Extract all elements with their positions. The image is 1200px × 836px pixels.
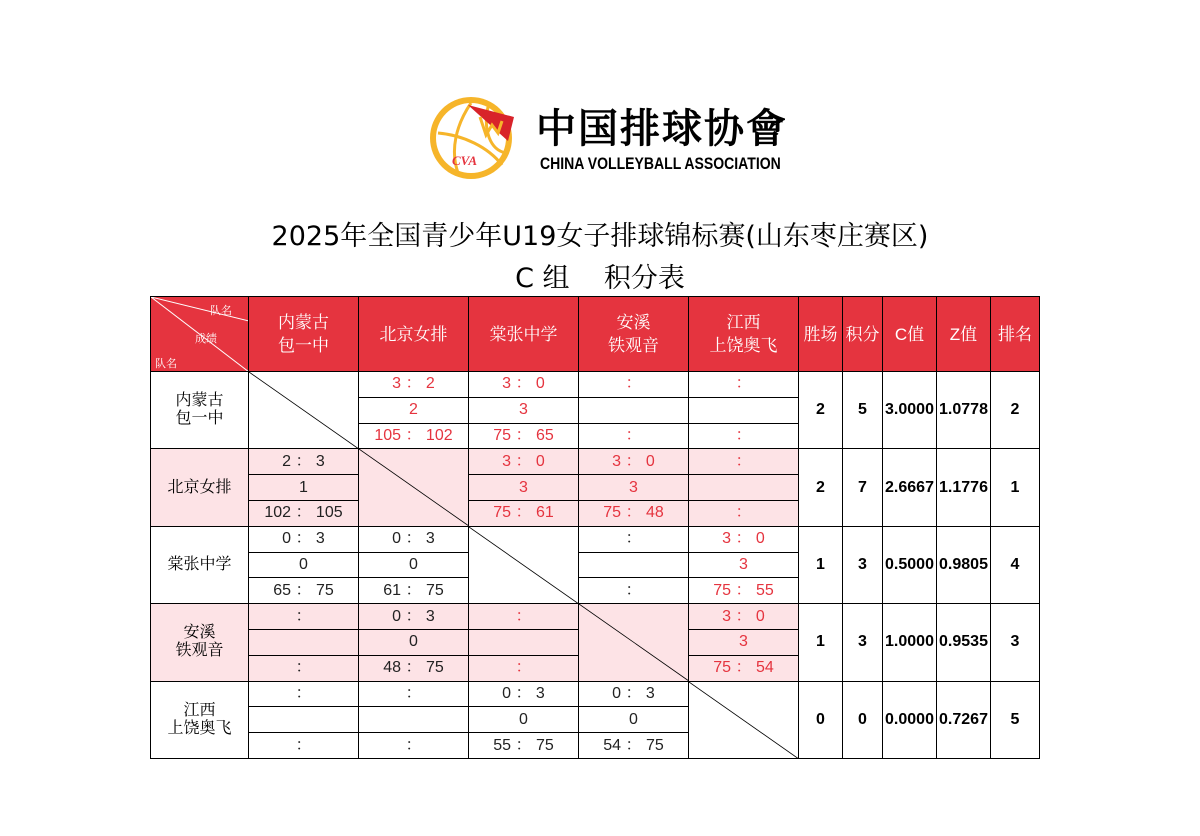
cva-logo	[428, 95, 788, 185]
diagonal-line	[689, 682, 798, 758]
match-points: 1	[249, 475, 359, 501]
header-team-2: 北京女排	[359, 297, 469, 372]
match-points: 3	[469, 475, 579, 501]
row-z-value: 0.7267	[937, 681, 991, 758]
match-points	[579, 397, 689, 423]
row-points: 5	[843, 372, 883, 449]
match-sets: 0 ： 3	[359, 604, 469, 630]
row-wins: 1	[799, 526, 843, 603]
match-points: 3	[689, 629, 799, 655]
match-points	[579, 552, 689, 578]
row-wins: 2	[799, 449, 843, 526]
match-score: 105 ： 102	[359, 423, 469, 449]
header-team-4: 安溪 铁观音	[579, 297, 689, 372]
match-points: 0	[359, 629, 469, 655]
match-score: 75 ： 48	[579, 500, 689, 526]
table-row	[151, 449, 1040, 475]
row-z-value: 1.1776	[937, 449, 991, 526]
row-points: 0	[843, 681, 883, 758]
standings-table	[150, 296, 1040, 759]
match-score: ：	[359, 733, 469, 759]
match-sets: 3 ： 0	[689, 604, 799, 630]
match-score: ：	[689, 423, 799, 449]
row-points: 3	[843, 526, 883, 603]
header-points: 积分	[843, 297, 883, 372]
row-team-name: 北京女排	[151, 449, 249, 526]
self-match-cell	[359, 449, 469, 526]
table-row	[151, 526, 1040, 552]
match-score: ：	[579, 578, 689, 604]
self-match-cell	[469, 526, 579, 603]
match-points: 2	[359, 397, 469, 423]
row-rank: 2	[991, 372, 1040, 449]
header-rank: 排名	[991, 297, 1040, 372]
header-team-5: 江西 上饶奥飞	[689, 297, 799, 372]
match-sets: 0 ： 3	[579, 681, 689, 707]
match-score: 102 ： 105	[249, 500, 359, 526]
match-points	[359, 707, 469, 733]
self-match-cell	[689, 681, 799, 758]
row-team-name: 棠张中学	[151, 526, 249, 603]
header-wins: 胜场	[799, 297, 843, 372]
diagonal-line	[249, 372, 358, 448]
row-points: 7	[843, 449, 883, 526]
logo-chinese-name: 中国排球协會	[536, 105, 788, 152]
match-sets: ：	[579, 526, 689, 552]
match-points: 3	[689, 552, 799, 578]
match-sets: 3 ： 2	[359, 372, 469, 398]
match-score: 48 ： 75	[359, 655, 469, 681]
match-score: ：	[579, 423, 689, 449]
corner-header	[151, 297, 249, 372]
row-z-value: 1.0778	[937, 372, 991, 449]
match-score: ：	[249, 655, 359, 681]
match-score: 75 ： 54	[689, 655, 799, 681]
match-score: ：	[689, 500, 799, 526]
match-sets: ：	[469, 604, 579, 630]
match-points	[469, 629, 579, 655]
table-row	[151, 372, 1040, 398]
match-points	[689, 475, 799, 501]
match-sets: ：	[249, 681, 359, 707]
match-points: 3	[579, 475, 689, 501]
svg-text:CVA: CVA	[452, 153, 478, 168]
match-points	[689, 397, 799, 423]
page-subtitle: C 组 积分表	[515, 263, 685, 294]
header-c-value: C值	[883, 297, 937, 372]
match-sets: ：	[689, 449, 799, 475]
header-team-3: 棠张中学	[469, 297, 579, 372]
row-wins: 0	[799, 681, 843, 758]
match-score: 61 ： 75	[359, 578, 469, 604]
match-sets: 0 ： 3	[249, 526, 359, 552]
row-rank: 5	[991, 681, 1040, 758]
match-sets: 3 ： 0	[579, 449, 689, 475]
match-points: 3	[469, 397, 579, 423]
self-match-cell	[579, 604, 689, 681]
row-c-value: 3.0000	[883, 372, 937, 449]
header-row	[151, 297, 1040, 372]
match-sets: 0 ： 3	[469, 681, 579, 707]
match-score: 65 ： 75	[249, 578, 359, 604]
match-score: 75 ： 65	[469, 423, 579, 449]
row-team-name: 江西 上饶奥飞	[151, 681, 249, 758]
self-match-cell	[249, 372, 359, 449]
match-points	[249, 707, 359, 733]
row-rank: 4	[991, 526, 1040, 603]
row-wins: 1	[799, 604, 843, 681]
match-points: 0	[359, 552, 469, 578]
header-team-1: 内蒙古 包一中	[249, 297, 359, 372]
volleyball-emblem-icon	[428, 95, 514, 181]
match-points	[249, 629, 359, 655]
table-row	[151, 681, 1040, 707]
corner-label-result: 成绩	[195, 333, 217, 345]
match-score: ：	[249, 733, 359, 759]
row-c-value: 2.6667	[883, 449, 937, 526]
table-row	[151, 604, 1040, 630]
row-points: 3	[843, 604, 883, 681]
match-sets: 0 ： 3	[359, 526, 469, 552]
diagonal-line	[469, 527, 578, 603]
row-team-name: 安溪 铁观音	[151, 604, 249, 681]
match-sets: ：	[689, 372, 799, 398]
row-z-value: 0.9805	[937, 526, 991, 603]
logo-english-name: CHINA VOLLEYBALL ASSOCIATION	[540, 155, 781, 173]
match-score: 75 ： 61	[469, 500, 579, 526]
row-c-value: 1.0000	[883, 604, 937, 681]
diagonal-line	[359, 449, 468, 525]
match-sets: ：	[579, 372, 689, 398]
match-sets: ：	[359, 681, 469, 707]
header-z-value: Z值	[937, 297, 991, 372]
match-score: 75 ： 55	[689, 578, 799, 604]
match-score: 55 ： 75	[469, 733, 579, 759]
match-sets: 3 ： 0	[469, 372, 579, 398]
corner-label-team-top: 队名	[210, 305, 232, 317]
row-c-value: 0.0000	[883, 681, 937, 758]
match-sets: 3 ： 0	[689, 526, 799, 552]
match-score: ：	[469, 655, 579, 681]
match-sets: ：	[249, 604, 359, 630]
match-points: 0	[469, 707, 579, 733]
match-score: 54 ： 75	[579, 733, 689, 759]
row-c-value: 0.5000	[883, 526, 937, 603]
row-rank: 1	[991, 449, 1040, 526]
row-rank: 3	[991, 604, 1040, 681]
row-wins: 2	[799, 372, 843, 449]
row-team-name: 内蒙古 包一中	[151, 372, 249, 449]
corner-label-team-bottom: 队名	[155, 358, 177, 370]
match-points: 0	[579, 707, 689, 733]
row-z-value: 0.9535	[937, 604, 991, 681]
match-sets: 3 ： 0	[469, 449, 579, 475]
match-points: 0	[249, 552, 359, 578]
page-title: 2025年全国青少年U19女子排球锦标赛(山东枣庄赛区)	[271, 221, 929, 252]
match-sets: 2 ： 3	[249, 449, 359, 475]
diagonal-line	[579, 604, 688, 680]
